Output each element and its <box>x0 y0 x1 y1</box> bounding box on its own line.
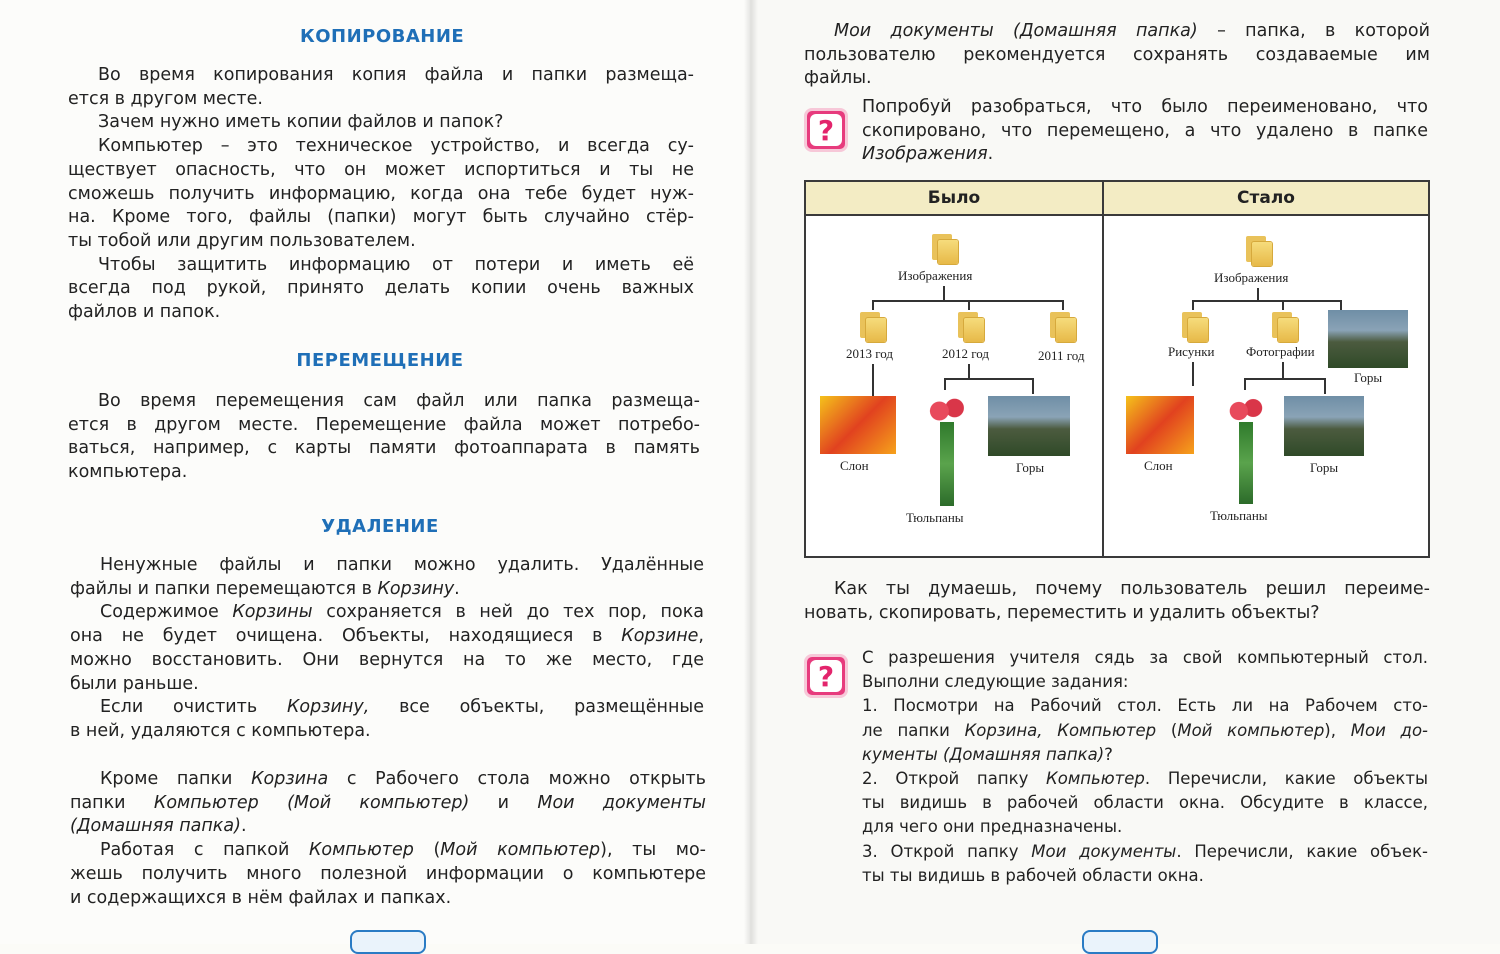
move-text <box>68 390 700 485</box>
book-gutter <box>744 0 758 944</box>
folder-comparison-table <box>804 180 1430 558</box>
tree-label-file: Горы <box>1310 460 1339 475</box>
q2-line: Выполни следующие задания: <box>862 672 1129 692</box>
copy-line: Чтобы защитить информацию от потери и иметь её <box>98 254 694 275</box>
tree-line <box>1032 378 1034 394</box>
tree-line <box>944 378 946 390</box>
tree-line <box>1244 378 1326 380</box>
tree-line <box>943 286 945 300</box>
copy-line: Компьютер – это техническое устройство, и всегда су- <box>98 136 694 157</box>
tree-line <box>968 364 970 378</box>
q2-line: С разрешения учителя сядь за свой компьютерный стол. <box>862 648 1428 667</box>
delete-line: Содержимое Корзины сохраняется в ней до тех пор, пока <box>100 602 704 623</box>
move-line: компьютера. <box>68 462 188 483</box>
delete-line: можно восстановить. Они вернутся на то же место, где <box>70 649 704 670</box>
tree-label-file: Тюльпаны <box>906 510 964 525</box>
tree-label-root: Изображения <box>1214 270 1289 285</box>
folder-icon <box>1048 310 1078 342</box>
tree-line <box>1192 300 1194 310</box>
elephant-image <box>1126 396 1194 454</box>
copy-line: на. Кроме того, файлы (папки) могут быть случайно стёр- <box>68 207 694 228</box>
question1-text <box>862 96 1428 167</box>
tree-line <box>1192 300 1342 302</box>
tulips-image <box>1228 396 1264 506</box>
move-line: Во время перемещения сам файл или папка размеща- <box>98 391 700 411</box>
copy-line: всегда под рукой, принято делать копии очень важных <box>68 278 694 299</box>
delete-line: Если очистить Корзину, все объекты, размещённые <box>100 697 704 718</box>
q2-line: ты видишь в рабочей области окна. Обсудите в классе, <box>862 793 1428 813</box>
q2-line: 2. Открой папку Компьютер. Перечисли, какие объекты <box>862 769 1428 789</box>
tree-line <box>968 300 970 310</box>
tree-line <box>1340 300 1342 310</box>
tree-label-file: Тюльпаны <box>1210 508 1268 523</box>
tree-label-file: Горы <box>1354 370 1383 385</box>
desktop-line: жешь получить много полезной информации о компьютере <box>70 863 706 884</box>
tree-label-folder: 2012 год <box>942 346 989 361</box>
intro-line: пользователю рекомендуется сохранять создаваемые им <box>804 44 1430 65</box>
delete-line: Ненужные файлы и папки можно удалить. Удалённые <box>100 555 704 575</box>
column-header-before: Было <box>806 182 1104 216</box>
copy-line: ты тобой или другим пользователем. <box>68 230 416 251</box>
question-mark-icon: ? <box>810 114 842 146</box>
tulips-image <box>928 396 966 508</box>
column-header-after: Стало <box>1104 182 1428 216</box>
q2-line: 1. Посмотри на Рабочий стол. Есть ли на Рабочем сто- <box>862 696 1428 716</box>
copy-line: сможешь получить информацию, когда она тебе будет нуж- <box>68 183 694 204</box>
tree-label-file: Слон <box>1144 458 1173 473</box>
question-icon <box>804 654 848 698</box>
why-text <box>804 578 1430 625</box>
move-line: ется в другом месте. Перемещение файла может потребо- <box>68 414 700 435</box>
desktop-line: Работая с папкой Компьютер (Мой компьютер), ты мо- <box>100 840 706 861</box>
intro-line: Мои документы (Домашняя папка) – папка, в которой <box>834 21 1430 41</box>
tree-line <box>1192 362 1194 386</box>
mountains-image <box>1328 310 1408 368</box>
heading-move: ПЕРЕМЕЩЕНИЕ <box>296 350 464 371</box>
elephant-image <box>820 396 896 454</box>
q1-line: Изображения. <box>862 144 994 165</box>
desktop-line: папки Компьютер (Мой компьютер) и Мои документы <box>70 792 707 813</box>
move-line: ваться, например, с карты памяти фотоаппарата в память <box>68 438 700 459</box>
tree-label-folder: Фотографии <box>1246 344 1315 359</box>
tree-label-root: Изображения <box>898 268 973 283</box>
q2-line: 3. Открой папку Мои документы. Перечисли, какие объек- <box>862 841 1428 861</box>
tree-line <box>1062 300 1064 310</box>
q2-line: ты ты видишь в рабочей области окна. <box>862 865 1204 885</box>
why-line: Как ты думаешь, почему пользователь решил переиме- <box>834 579 1430 599</box>
desktop-line: и содержащихся в нём файлах и папках. <box>70 887 452 908</box>
tree-label-folder: Рисунки <box>1168 344 1215 359</box>
q1-line: Попробуй разобраться, что было переименовано, что <box>862 97 1428 117</box>
copy-line: Во время копирования копия файла и папки размеща- <box>98 65 694 85</box>
tree-line <box>872 364 874 396</box>
copy-line: ществует опасность, что он может испортиться и ты не <box>68 159 694 180</box>
left-page <box>0 0 750 944</box>
tree-line <box>1282 362 1284 378</box>
delete-text <box>70 554 704 744</box>
delete-line: были раньше. <box>70 673 199 694</box>
q2-line: ле папки Корзина, Компьютер (Мой компьютер), Мои до- <box>862 720 1428 740</box>
folder-icon <box>930 232 960 264</box>
heading-delete: УДАЛЕНИЕ <box>321 516 439 537</box>
desktop-line: (Домашняя папка). <box>70 816 247 837</box>
delete-line: файлы и папки перемещаются в Корзину. <box>70 578 460 599</box>
tree-line <box>1324 378 1326 394</box>
tree-label-folder: 2011 год <box>1038 348 1085 363</box>
heading-copy: КОПИРОВАНИЕ <box>300 26 465 47</box>
question-icon <box>804 108 848 152</box>
copy-text <box>68 64 694 325</box>
folder-icon <box>1180 310 1210 342</box>
q1-line: скопировано, что перемещено, а что удалено в папке <box>862 120 1428 141</box>
tree-line <box>1282 300 1284 310</box>
why-line: новать, скопировать, переместить и удалить объекты? <box>804 602 1320 623</box>
tree-line <box>1257 288 1259 300</box>
question-mark-icon: ? <box>810 660 842 692</box>
mountains-image <box>1284 396 1364 456</box>
copy-line: Зачем нужно иметь копии файлов и папок? <box>98 112 504 133</box>
desktop-line: Кроме папки Корзина с Рабочего стола можно открыть <box>100 769 706 789</box>
tree-label-folder: 2013 год <box>846 346 893 361</box>
delete-line: в ней, удаляются с компьютера. <box>70 720 371 741</box>
question2-text <box>862 646 1428 888</box>
copy-line: файлов и папок. <box>68 302 221 323</box>
intro-line: файлы. <box>804 68 872 89</box>
tree-label-file: Горы <box>1016 460 1045 475</box>
copy-line: ется в другом месте. <box>68 88 263 109</box>
folder-icon <box>1270 310 1300 342</box>
folder-icon <box>956 310 986 342</box>
folder-icon <box>858 310 888 342</box>
intro-text <box>804 20 1430 91</box>
q2-line: кументы (Домашняя папка)? <box>862 744 1113 764</box>
page-number-tab <box>1082 930 1158 954</box>
column-divider <box>1102 182 1104 556</box>
tree-line <box>944 378 1034 380</box>
delete-line: она не будет очищена. Объекты, находящиеся в Корзине, <box>70 626 704 647</box>
page-number-tab <box>350 930 426 954</box>
q2-line: для чего они предназначены. <box>862 817 1123 837</box>
tree-label-file: Слон <box>840 458 869 473</box>
folder-icon <box>1244 234 1274 266</box>
tree-line <box>872 300 874 310</box>
tree-line <box>1244 378 1246 390</box>
mountains-image <box>988 396 1070 456</box>
desktop-text <box>70 768 706 910</box>
